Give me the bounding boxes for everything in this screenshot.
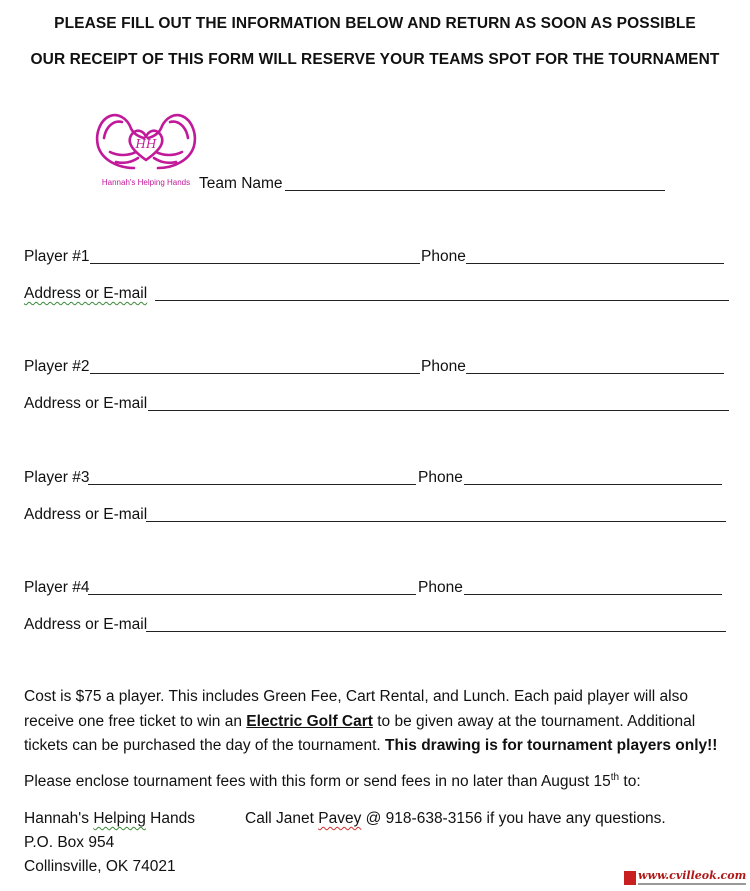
player-4-phone-field[interactable] xyxy=(464,594,722,595)
player-2-address-field[interactable] xyxy=(148,410,729,411)
player-2-address-label: Address or E-mail xyxy=(24,395,148,412)
player-1-address-field[interactable] xyxy=(155,300,729,301)
form-subheading: OUR RECEIPT OF THIS FORM WILL RESERVE YOUR TEAMS SPOT FOR THE TOURNAMENT xyxy=(30,51,720,68)
drawing-note: This drawing is for tournament players only!! xyxy=(385,737,718,754)
player-1-phone-label: Phone xyxy=(421,248,466,265)
player-4-name-field[interactable] xyxy=(88,594,416,595)
hands-heart-icon xyxy=(94,112,198,172)
player-4-address-field[interactable] xyxy=(146,631,726,632)
player-3-label: Player #3 xyxy=(24,469,90,486)
enclose-instructions xyxy=(24,772,641,791)
contact-surname: Pavey xyxy=(318,810,362,827)
watermark-flag-icon xyxy=(624,871,636,885)
logo-monogram: HH xyxy=(135,137,157,151)
player-3-phone-field[interactable] xyxy=(464,484,722,485)
player-3-address-label: Address or E-mail xyxy=(24,506,148,523)
player-2-name-field[interactable] xyxy=(90,373,420,374)
contact-post: @ 918-638-3156 if you have any questions. xyxy=(361,810,666,827)
team-name-label: Team Name xyxy=(199,175,283,192)
player-4-label: Player #4 xyxy=(24,579,90,596)
player-4-phone-label: Phone xyxy=(418,579,463,596)
watermark-site: www.cvilleok.com xyxy=(638,869,747,882)
player-3-name-field[interactable] xyxy=(88,484,416,485)
cost-text: Cost is $75 a player. This includes Green Fee, Cart Rental, and Lunch. Each paid player will also receive one free ticket to win an xyxy=(24,688,688,730)
player-2-phone-label: Phone xyxy=(421,358,466,375)
mailing-po-box: P.O. Box 954 xyxy=(24,834,115,851)
cost-paragraph xyxy=(24,685,730,759)
watermark-tagline-rule xyxy=(638,883,746,885)
prize-name: Electric Golf Cart xyxy=(246,712,373,730)
mailing-name-pre: Hannah's xyxy=(24,810,94,827)
player-4-address-label: Address or E-mail xyxy=(24,616,148,633)
enclose-end: to: xyxy=(619,773,641,791)
player-2-label: Player #2 xyxy=(24,358,90,375)
logo-caption: Hannah's Helping Hands xyxy=(101,178,191,187)
player-1-phone-field[interactable] xyxy=(466,263,724,264)
site-watermark xyxy=(624,869,748,889)
mailing-name-post: Hands xyxy=(145,810,195,827)
player-1-label: Player #1 xyxy=(24,248,90,265)
enclose-text: Please enclose tournament fees with this form or send fees in no later than August 15 xyxy=(24,773,611,791)
player-1-address-label: Address or E-mail xyxy=(24,285,148,302)
player-3-address-field[interactable] xyxy=(146,521,726,522)
cost-text-cont: to be given away at the tournament. Additional tickets can be purchased the day of the tournament. xyxy=(24,712,696,754)
contact-pre: Call Janet xyxy=(245,810,319,827)
team-name-field[interactable] xyxy=(285,190,665,191)
hannahs-helping-hands-logo xyxy=(94,112,198,187)
mailing-name xyxy=(24,810,195,828)
player-3-phone-label: Phone xyxy=(418,469,463,486)
contact-line xyxy=(245,810,666,828)
player-2-phone-field[interactable] xyxy=(466,373,724,374)
mailing-city: Collinsville, OK 74021 xyxy=(24,858,176,875)
mailing-name-word: Helping xyxy=(93,810,146,827)
form-heading: PLEASE FILL OUT THE INFORMATION BELOW AND RETURN AS SOON AS POSSIBLE xyxy=(54,15,696,32)
player-1-name-field[interactable] xyxy=(90,263,420,264)
date-suffix: th xyxy=(610,772,620,783)
